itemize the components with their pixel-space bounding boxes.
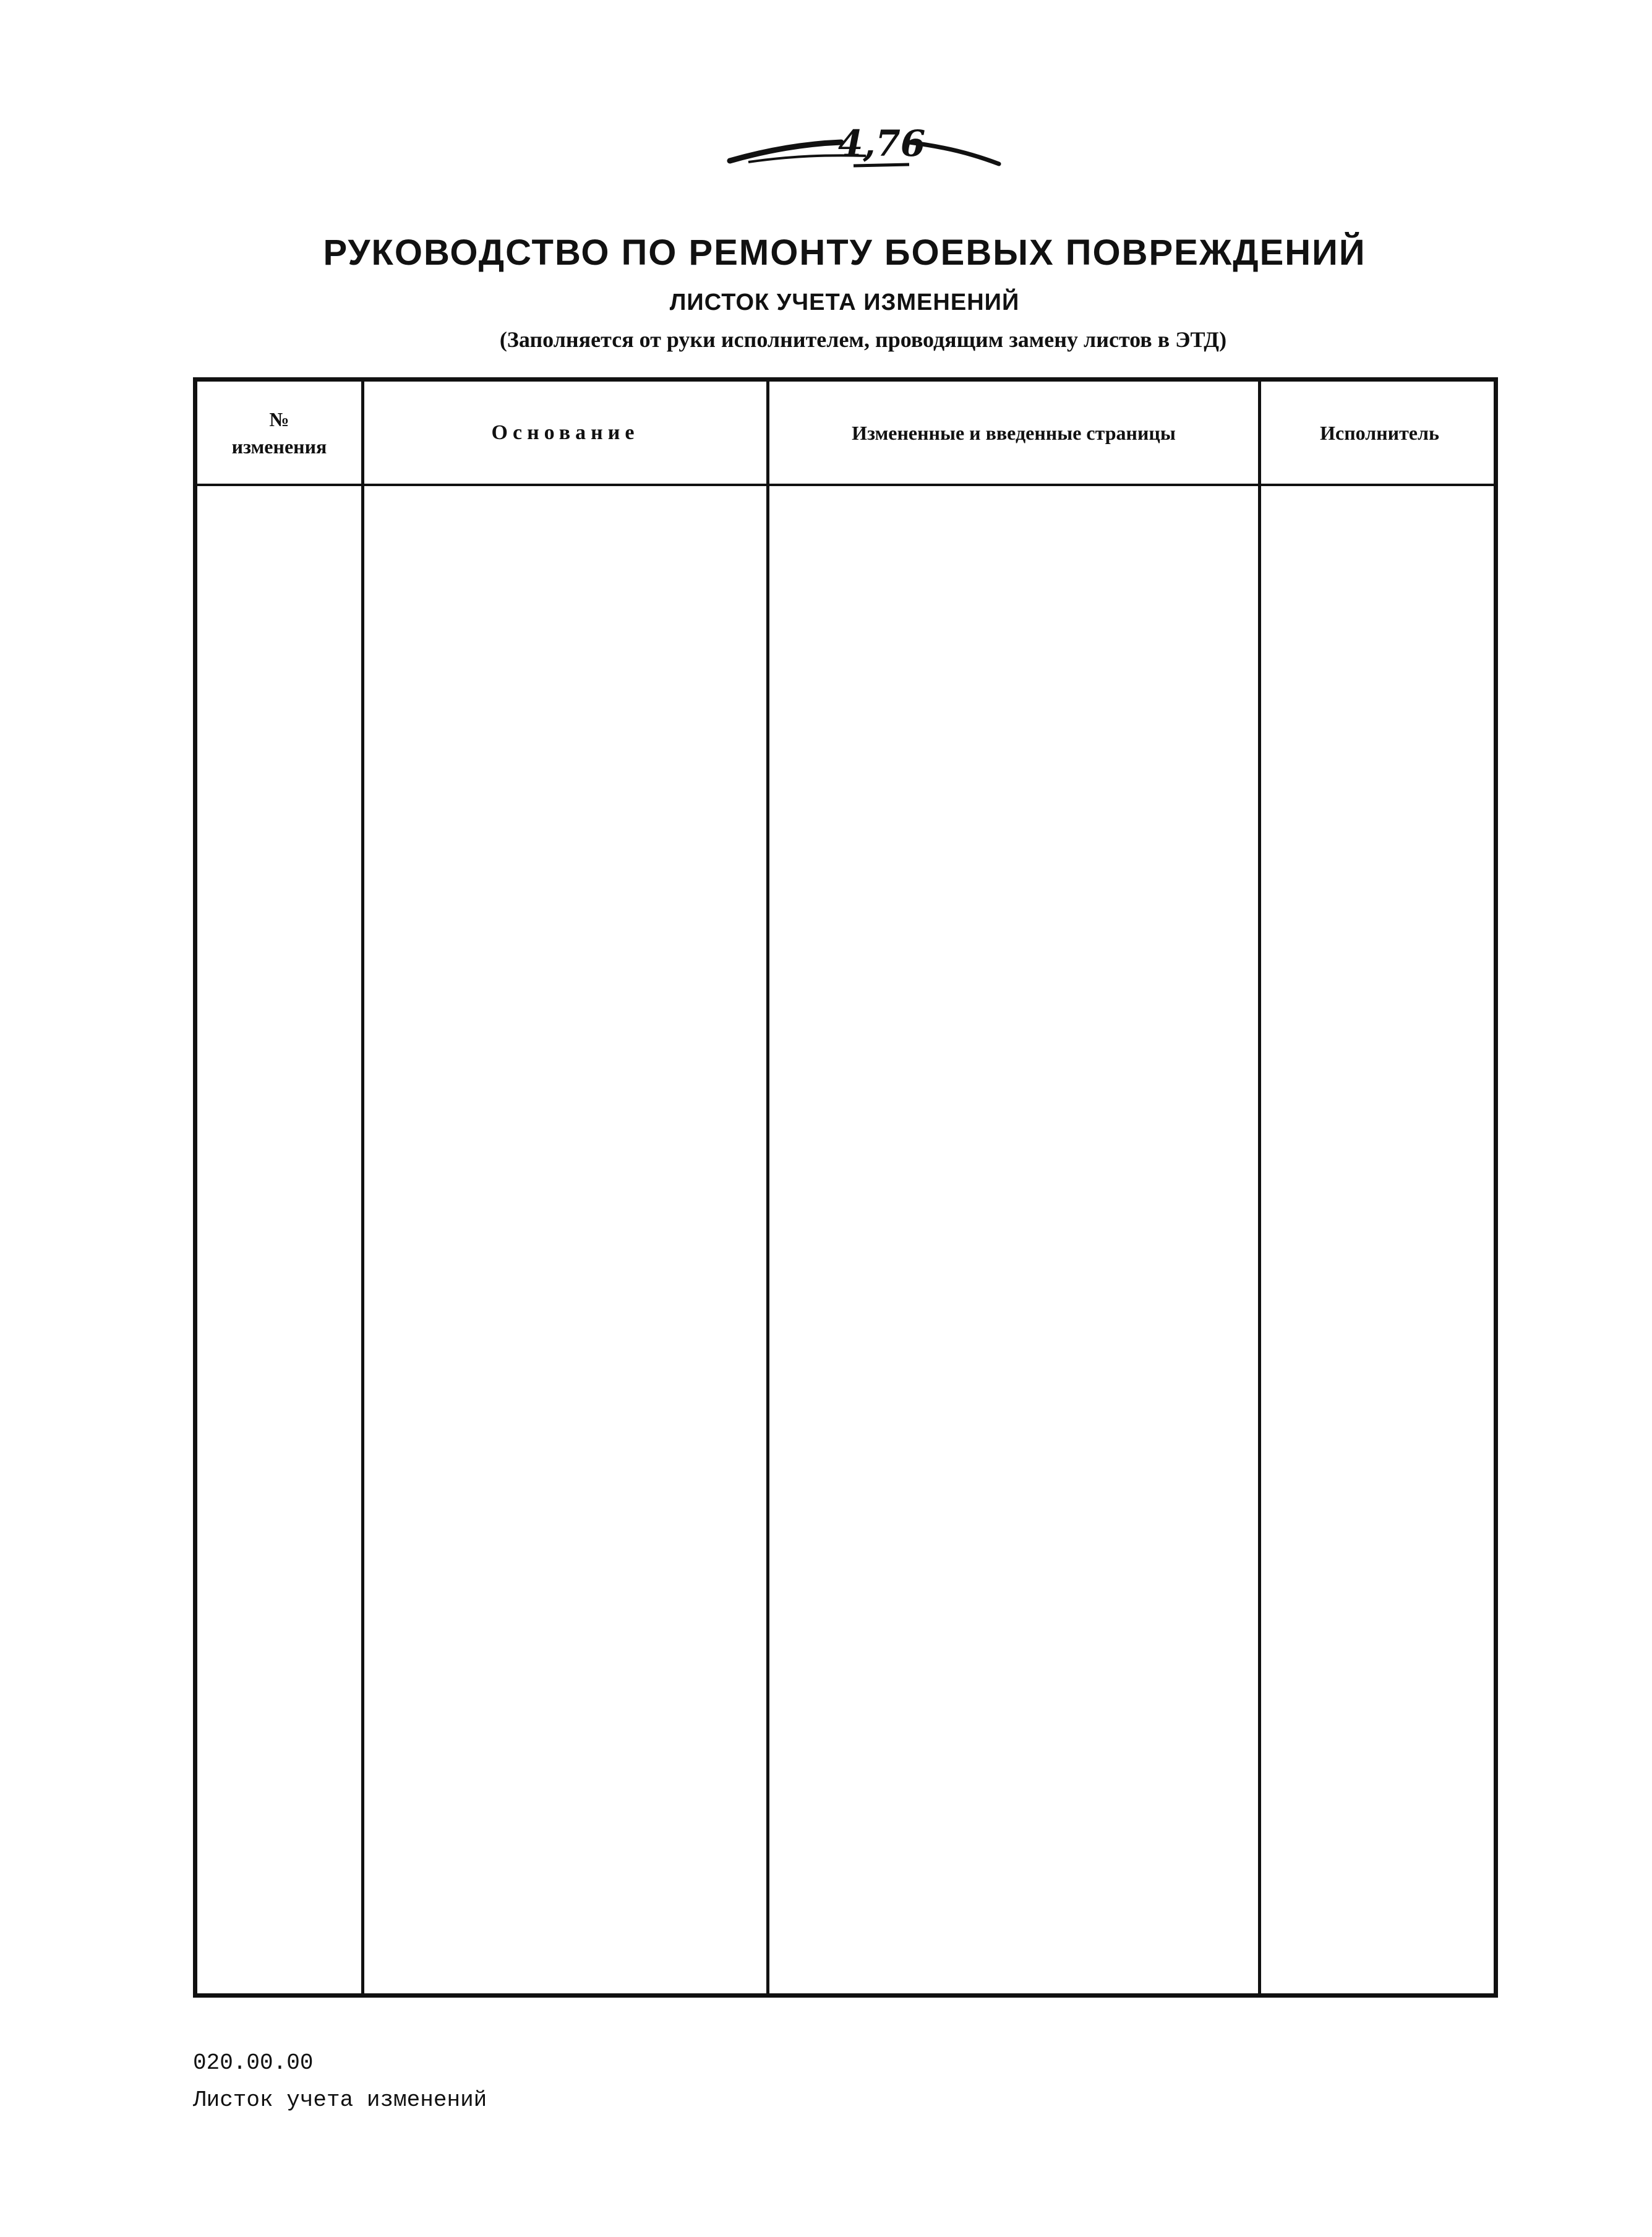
column-divider (1258, 382, 1261, 1993)
handwritten-mark-drawing (724, 118, 1008, 186)
handwritten-page-mark (724, 118, 1008, 186)
handwritten-mark-text: 4,76 (838, 122, 926, 165)
header-divider (197, 484, 1494, 486)
column-divider (361, 382, 364, 1993)
column-header-changed-pages: Измененные и введенные страницы (852, 421, 1176, 444)
document-title: РУКОВОДСТВО ПО РЕМОНТУ БОЕВЫХ ПОВРЕЖДЕНИЙ (323, 233, 1366, 273)
document-note: (Заполняется от руки исполнителем, проводящим замену листов в ЭТД) (499, 327, 1227, 352)
footer-document-code: 020.00.00 (193, 2050, 314, 2076)
footer-document-title: Листок учета изменений (193, 2087, 487, 2113)
column-header-performer: Исполнитель (1320, 421, 1439, 444)
column-header-change-number-line2: изменения (231, 435, 327, 458)
column-header-basis: Основание (491, 421, 640, 444)
column-header-change-number-line1: № (269, 408, 289, 430)
change-record-table (193, 377, 1498, 1998)
column-divider (766, 382, 769, 1993)
column-header-change-number (197, 382, 361, 484)
document-subtitle: ЛИСТОК УЧЕТА ИЗМЕНЕНИЙ (669, 289, 1020, 315)
